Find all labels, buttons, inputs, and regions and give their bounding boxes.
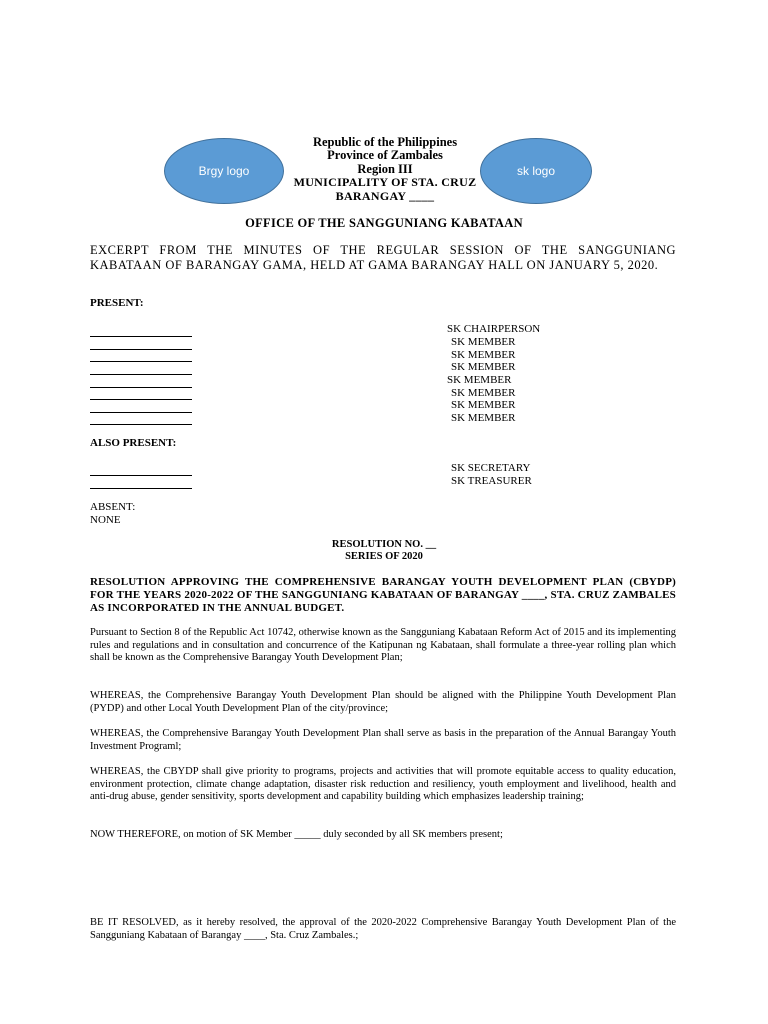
signature-line xyxy=(90,349,192,350)
paragraph-whereas-3: WHEREAS, the CBYDP shall give priority to programs, projects and activities that will promote equitable access to quality education, environment protection, climate change adaptation, disaster risk reduction and resiliency, youth employment and livelihood, health and anti-drug abuse, gender sensitivity, sports development and capability building which emphasizes leadership training; xyxy=(90,766,676,802)
present-label: PRESENT: xyxy=(90,297,144,309)
header-barangay: BARANGAY ____ xyxy=(335,189,435,203)
brgy-logo-label: Brgy logo xyxy=(198,164,250,178)
absent-value: NONE xyxy=(90,514,121,526)
sk-logo-label: sk logo xyxy=(516,164,556,178)
paragraph-pursuant: Pursuant to Section 8 of the Republic Act 10742, otherwise known as the Sangguniang Kabataan Reform Act of 2015 and its implementing rules and regulations and in consultation and concurrence of the Katipunan ng Kabataan, shall formulate a three-year rolling plan which shall be known as the Comprehensive Barangay Youth Development Plan; xyxy=(90,627,676,663)
absent-label: ABSENT: xyxy=(90,501,136,513)
role-sk-secretary: SK SECRETARY xyxy=(451,462,531,474)
resolution-number: RESOLUTION NO. __ xyxy=(331,539,437,550)
header-province: Province of Zambales xyxy=(327,148,443,162)
header-municipality: MUNICIPALITY OF STA. CRUZ xyxy=(293,175,477,189)
paragraph-whereas-1: WHEREAS, the Comprehensive Barangay Youth Development Plan should be aligned with the Philippine Youth Development Plan (PYDP) and other Local Youth Development Plan of the city/province; xyxy=(90,690,676,714)
paragraph-be-it-resolved: BE IT RESOLVED, as it hereby resolved, the approval of the 2020-2022 Comprehensive Barangay Youth Development Plan of the Sangguniang Kabataan of Barangay ____, Sta. Cruz Zambales.; xyxy=(90,917,676,941)
signature-line xyxy=(90,361,192,362)
signature-line xyxy=(90,424,192,425)
paragraph-now-therefore: NOW THEREFORE, on motion of SK Member _____ duly seconded by all SK members present; xyxy=(90,829,503,840)
signature-line xyxy=(90,488,192,489)
resolution-title: RESOLUTION APPROVING THE COMPREHENSIVE BARANGAY YOUTH DEVELOPMENT PLAN (CBYDP) FOR THE YEARS 2020-2022 OF THE SANGGUNIANG KABATAAN OF BARANGAY ____, STA. CRUZ ZAMBALES AS INCORPORATED IN THE ANNUAL BUDGET. xyxy=(90,576,676,614)
role-sk-member: SK MEMBER xyxy=(447,374,512,386)
role-sk-member: SK MEMBER xyxy=(451,349,516,361)
header-region: Region III xyxy=(357,162,413,176)
office-title: OFFICE OF THE SANGGUNIANG KABATAAN xyxy=(245,216,523,230)
excerpt-text: EXCERPT FROM THE MINUTES OF THE REGULAR SESSION OF THE SANGGUNIANG KABATAAN OF BARANGAY GAMA, HELD AT GAMA BARANGAY HALL ON JANUARY 5, 2020. xyxy=(90,243,676,272)
role-sk-member: SK MEMBER xyxy=(451,361,516,373)
signature-line xyxy=(90,412,192,413)
role-sk-member: SK MEMBER xyxy=(451,399,516,411)
signature-line xyxy=(90,475,192,476)
signature-line xyxy=(90,374,192,375)
signature-line xyxy=(90,336,192,337)
also-present-label: ALSO PRESENT: xyxy=(90,437,177,449)
role-sk-member: SK MEMBER xyxy=(451,336,516,348)
signature-line xyxy=(90,399,192,400)
role-sk-member: SK MEMBER xyxy=(451,387,516,399)
header-republic: Republic of the Philippines xyxy=(312,135,458,149)
role-sk-member: SK MEMBER xyxy=(451,412,516,424)
role-sk-treasurer: SK TREASURER xyxy=(451,475,532,487)
role-sk-chairperson: SK CHAIRPERSON xyxy=(447,323,541,335)
resolution-series: SERIES OF 2020 xyxy=(345,551,423,562)
signature-line xyxy=(90,387,192,388)
paragraph-whereas-2: WHEREAS, the Comprehensive Barangay Youth Development Plan shall serve as basis in the preparation of the Annual Barangay Youth Investment Programl; xyxy=(90,728,676,752)
